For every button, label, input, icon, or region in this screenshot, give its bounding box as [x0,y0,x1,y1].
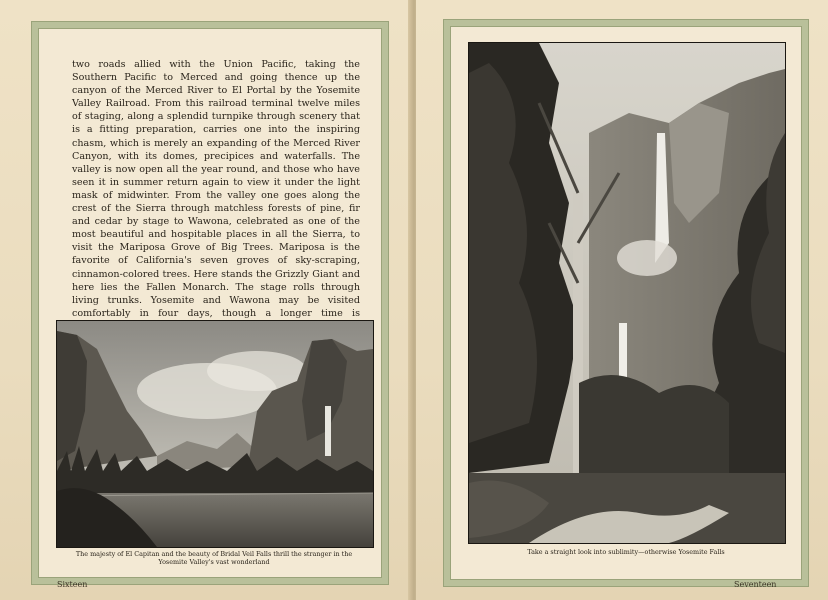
yosemite-falls-photo [468,42,786,544]
caption-line-1: The majesty of El Capitan and the beauty of Bridal Veil Falls thrill the stranger in the [75,550,353,558]
right-page-frame [444,20,808,586]
left-page [0,0,412,600]
caption-line-2: Yosemite Valley's vast wonderland [158,558,270,566]
right-photo-caption: Take a straight look into sublimity—otherwise Yosemite Falls [527,548,725,556]
body-paragraph: two roads allied with the Union Pacific, taking the Southern Pacific to Merced and going thence up the canyon of the Merced River to El Portal by the Yosemite Valley Railroad. From this railroad terminal twelve miles of staging, along a splendid turnpike through scenery that is a fitting preparation, carries one into the inspiring chasm, which is merely an expanding of the Merced River Canyon, with its domes, precipices and waterfalls. The valley is now open all the year round, and those who have seen it in summer return again to view it under the light mask of midwinter. From the valley one goes along the crest of the Sierra through matchless forests of pine, fir and cedar by stage to Wawona, celebrated as one of the most beautiful and hospitable places in all the Sierra, to visit the Mariposa Grove of Big Trees. Mariposa is the favorite of California's seven groves of sky-scraping, cinnamon-colored trees. Here stands the Grizzly Giant and here lies the Fallen Monarch. The stage rolls through living trunks. Yosemite and Wawona may be visited comfortably in four days, though a longer time is [72,59,360,319]
right-page [416,0,828,600]
el-capitan-photo [56,320,374,548]
left-photo-caption [52,550,376,566]
page-number-right: Seventeen [734,580,777,589]
left-page-frame [32,22,388,584]
page-number-left: Sixteen [57,580,88,589]
